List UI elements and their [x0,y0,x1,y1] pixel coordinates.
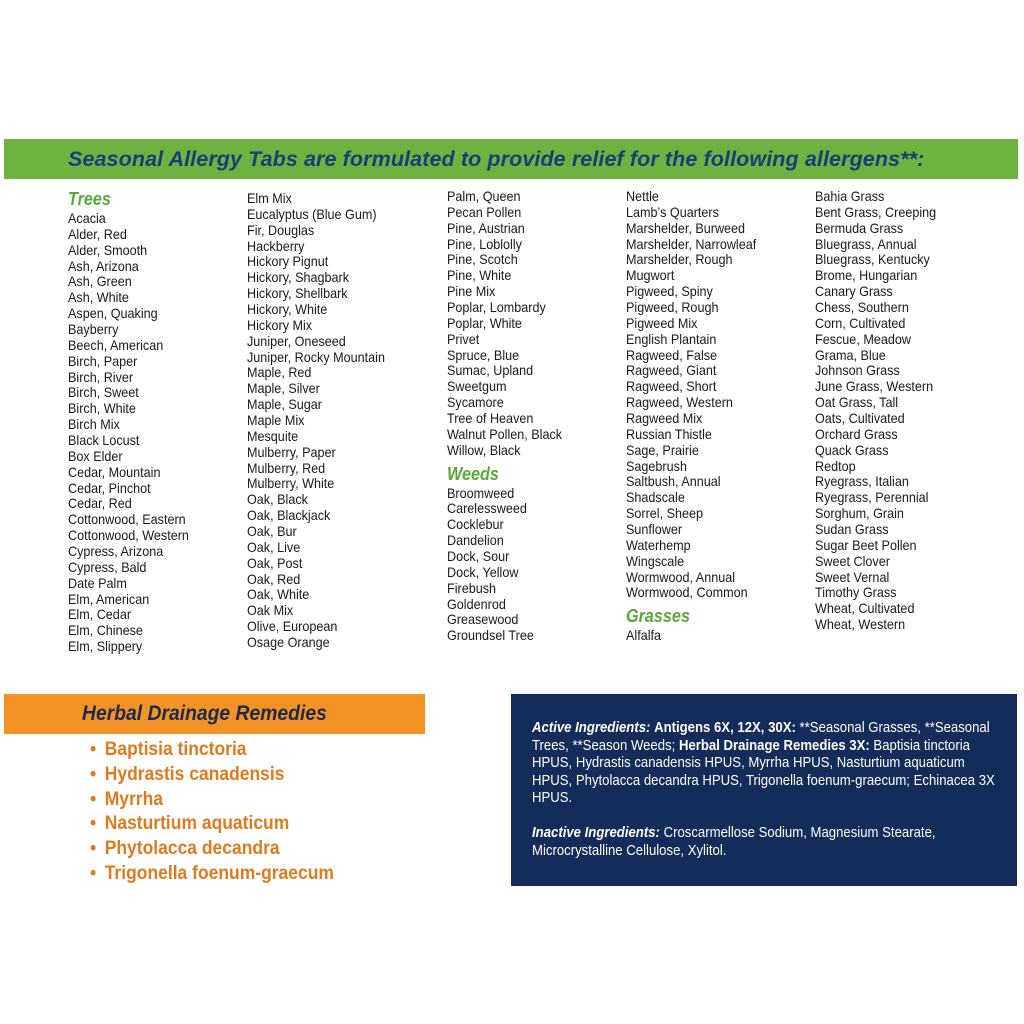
allergen-item: Timothy Grass [815,584,897,601]
allergen-item: Alder, Red [68,225,127,242]
allergen-item: Ragweed, False [626,346,718,363]
allergen-item: Pigweed, Rough [626,299,719,316]
ingredients-panel [511,694,1017,886]
allergen-item: Spruce, Blue [447,346,520,363]
allergen-item: Alfalfa [626,627,662,644]
allergen-item: Carelessweed [447,500,527,517]
allergen-item: Quack Grass [815,441,889,458]
allergen-item: Fir, Douglas [247,221,315,238]
allergen-item: Shadscale [626,489,685,506]
allergen-item: Elm Mix [247,190,292,206]
allergen-item: Cedar, Red [68,495,132,512]
allergen-item: Ragweed Mix [626,410,703,427]
allergen-item: Oak Mix [247,602,294,619]
allergen-item: Cedar, Pinchot [68,479,151,496]
allergen-item: Cedar, Mountain [68,463,161,480]
allergen-item: Dock, Sour [447,548,510,565]
allergen-item: Sycamore [447,394,504,411]
category-heading: Weeds [447,463,499,484]
allergen-column-5 [815,189,936,633]
allergen-item: Sagebrush [626,457,687,474]
allergen-item: Fescue, Meadow [815,330,911,347]
allergen-item: Privet [447,330,480,347]
allergen-item: Juniper, Rocky Mountain [247,348,385,365]
allergen-item: Cocklebur [447,516,504,533]
allergen-item: Ash, Green [68,273,132,290]
allergen-item: Oak, Live [247,538,301,555]
allergen-item: Redtop [815,457,856,474]
allergen-item: Cottonwood, Western [68,527,189,544]
allergen-item: Birch, River [68,368,134,385]
allergen-item: Mulberry, White [247,475,335,492]
allergen-item: Hackberry [247,237,305,254]
allergen-item: Sunflower [626,521,683,538]
allergen-item: Sorghum, Grain [815,505,904,522]
allergen-item: Ash, White [68,289,129,306]
allergen-item: Hickory, White [247,301,328,318]
allergen-item: Oak, Bur [247,523,297,540]
allergen-item: English Plantain [626,330,717,347]
allergen-item: Groundsel Tree [447,627,534,644]
allergen-item: Oak, Post [247,554,303,571]
herbal-remedies-list [90,738,355,887]
allergen-item: Wormwood, Common [626,584,748,601]
allergen-item: Alder, Smooth [68,241,148,258]
herbal-item: • Nasturtium aquaticum [90,812,334,837]
allergen-item: Sweet Clover [815,552,890,569]
allergen-item: Canary Grass [815,283,893,300]
allergen-item: Broomweed [447,484,515,501]
allergen-item: Birch Mix [68,416,120,433]
allergen-item: Oats, Cultivated [815,410,905,427]
allergen-column-3 [447,189,562,644]
allergen-item: Brome, Hungarian [815,267,918,284]
bullet-icon: • [90,862,97,884]
allergen-item: Box Elder [68,447,123,464]
allergen-item: Birch, Sweet [68,384,139,401]
allergen-item: Bermuda Grass [815,219,904,236]
allergen-item: Goldenrod [447,595,506,612]
allergen-item: Elm, Chinese [68,622,143,639]
allergen-item: Marshelder, Rough [626,251,733,268]
allergen-item: Bayberry [68,321,119,338]
allergen-item: Juniper, Oneseed [247,332,346,349]
bullet-icon: • [90,838,97,860]
allergen-item: Oak, White [247,586,310,603]
allergen-item: Nettle [626,188,659,204]
allergen-item: Oat Grass, Tall [815,394,899,411]
herbal-item: • Hydrastis canadensis [90,763,334,788]
allergen-item: Elm, Slippery [68,638,143,655]
allergen-item: Corn, Cultivated [815,314,906,331]
allergen-item: Poplar, Lombardy [447,299,546,316]
allergen-item: Sugar Beet Pollen [815,536,917,553]
allergen-item: Ragweed, Short [626,378,717,395]
allergen-item: Elm, Cedar [68,606,132,623]
allergen-item: Bent Grass, Creeping [815,203,937,220]
herbal-item: • Phytolacca decandra [90,837,334,862]
allergen-item: Eucalyptus (Blue Gum) [247,205,377,222]
allergen-item: Sudan Grass [815,521,889,538]
allergen-item: Pecan Pollen [447,203,522,220]
allergen-item: Pine, Loblolly [447,235,522,252]
allergen-item: Sweet Vernal [815,568,890,585]
bullet-icon: • [90,813,97,835]
allergen-item: Birch, Paper [68,352,138,369]
allergen-item: Bluegrass, Kentucky [815,251,930,268]
allergen-item: Ragweed, Western [626,394,733,411]
allergen-item: Olive, European [247,618,338,635]
allergen-item: Black Locust [68,432,140,449]
herbal-remedies-header [4,694,425,734]
allergen-item: Ash, Arizona [68,257,139,274]
allergen-item: Wormwood, Annual [626,568,736,585]
allergen-item: Orchard Grass [815,425,898,442]
allergen-column-4 [626,189,756,644]
bullet-icon: • [90,739,97,760]
allergen-item: Hickory, Shellbark [247,285,348,302]
allergen-item: Marshelder, Burweed [626,219,746,236]
herbal-item: • Trigonella foenum-graecum [90,862,334,887]
allergen-item: Dandelion [447,532,504,549]
allergen-item: Osage Orange [247,634,330,651]
allergen-item: Aspen, Quaking [68,305,158,322]
allergen-item: Pigweed, Spiny [626,283,713,300]
allergen-item: Bahia Grass [815,188,885,204]
allergen-item: Mulberry, Paper [247,443,336,460]
herbal-item: • Myrrha [90,788,334,813]
allergen-item: Sumac, Upland [447,362,534,379]
allergen-item: Marshelder, Narrowleaf [626,235,757,252]
allergen-item: Ragweed, Giant [626,362,717,379]
allergen-item: Pigweed Mix [626,314,698,331]
allergen-item: Mugwort [626,267,675,284]
allergen-item: Date Palm [68,574,127,591]
herbal-remedies-title: Herbal Drainage Remedies [82,702,327,725]
allergen-item: Acacia [68,210,106,226]
allergen-item: Oak, Blackjack [247,507,331,524]
allergen-item: Elm, American [68,590,150,607]
allergen-item: Sage, Prairie [626,441,699,458]
allergen-item: Dock, Yellow [447,563,519,580]
allergen-item: Poplar, White [447,314,522,331]
bullet-icon: • [90,788,97,810]
allergen-item: June Grass, Western [815,378,934,395]
allergen-item: Wheat, Western [815,616,906,633]
allergen-item: Saltbush, Annual [626,473,721,490]
allergen-item: Tree of Heaven [447,410,534,427]
allergen-item: Hickory Pignut [247,253,329,270]
allergen-item: Maple Mix [247,412,305,429]
category-heading: Grasses [626,606,690,627]
banner-title: Seasonal Allergy Tabs are formulated to provide relief for the following allergens**: [68,146,925,171]
allergen-item: Cypress, Arizona [68,543,164,560]
allergen-item: Russian Thistle [626,425,712,442]
allergen-item: Wingscale [626,552,685,569]
allergen-item: Ryegrass, Italian [815,473,909,490]
allergen-item: Pine, Austrian [447,219,525,236]
allergen-item: Pine, Scotch [447,251,518,268]
allergen-item: Wheat, Cultivated [815,600,915,617]
allergen-item: Maple, Silver [247,380,320,397]
allergen-item: Lamb’s Quarters [626,203,719,220]
allergen-item: Sorrel, Sheep [626,505,704,522]
allergen-item: Maple, Sugar [247,396,322,413]
allergen-item: Johnson Grass [815,362,900,379]
allergen-item: Hickory, Shagbark [247,269,350,286]
allergen-column-2 [247,191,385,651]
allergen-item: Walnut Pollen, Black [447,425,563,442]
inactive-ingredients: Inactive Ingredients: Croscarmellose Sodium, Magnesium Stearate, Microcrystalline Cellulose, Xylitol. [532,824,936,859]
allergen-item: Cottonwood, Eastern [68,511,186,528]
active-ingredients: Active Ingredients: Antigens 6X, 12X, 30X: **Seasonal Grasses, **Seasonal Trees, **Season Weeds; Herbal Drainage Remedies 3X: Baptisia tinctoria HPUS, Hydrastis canadensis HPUS, Myrrha HPUS, Nasturtium aquaticum HPUS, Phytolacca decandra HPUS, Trigonella foenum-graecum; Echinacea 3X HPUS. [532,720,995,807]
allergen-column-1 [68,189,189,655]
allergen-item: Mesquite [247,427,299,444]
allergen-item: Oak, Black [247,491,308,508]
allergen-item: Maple, Red [247,364,312,381]
allergen-banner [4,139,1018,179]
allergen-item: Grama, Blue [815,346,886,363]
allergen-item: Beech, American [68,336,164,353]
bullet-icon: • [90,763,97,785]
allergen-item: Birch, White [68,400,136,417]
allergen-item: Cypress, Bald [68,558,147,575]
allergen-item: Mulberry, Red [247,459,326,476]
allergen-item: Firebush [447,579,497,596]
allergen-item: Greasewood [447,611,519,628]
allergen-item: Palm, Queen [447,188,521,204]
allergen-item: Willow, Black [447,441,521,458]
category-heading: Trees [68,189,111,209]
allergen-item: Pine, White [447,267,512,284]
allergen-item: Pine Mix [447,283,496,300]
allergen-item: Waterhemp [626,536,691,553]
herbal-item: • Baptisia tinctoria [90,738,334,763]
allergen-item: Chess, Southern [815,299,909,316]
allergen-item: Hickory Mix [247,316,313,333]
allergen-item: Sweetgum [447,378,507,395]
allergen-item: Ryegrass, Perennial [815,489,929,506]
allergen-item: Bluegrass, Annual [815,235,917,252]
allergen-item: Oak, Red [247,570,301,587]
